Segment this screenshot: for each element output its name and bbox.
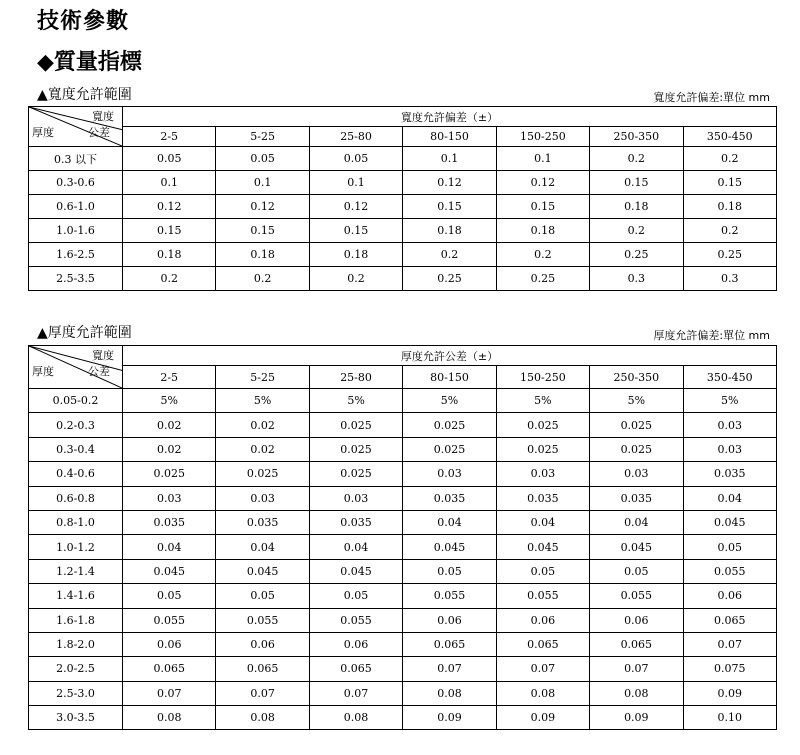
table-cell: 0.06 (309, 632, 402, 656)
table-cell: 0.04 (683, 486, 776, 510)
column-header: 80-150 (403, 127, 496, 147)
table-cell: 0.025 (403, 437, 496, 461)
table-cell: 0.06 (590, 608, 683, 632)
table-cell: 0.04 (216, 535, 309, 559)
table-row (29, 706, 777, 730)
table-cell: 0.05 (309, 147, 402, 171)
column-header: 350-450 (683, 366, 776, 389)
table-cell: 0.065 (496, 632, 589, 656)
table-cell: 0.2 (403, 243, 496, 267)
table-cell: 0.04 (590, 510, 683, 534)
table-cell: 0.06 (403, 608, 496, 632)
table-cell: 5% (496, 389, 589, 413)
table-cell: 0.08 (216, 706, 309, 730)
table-cell: 0.3 (590, 267, 683, 291)
table-cell: 0.02 (123, 413, 216, 437)
table-cell: 0.08 (496, 681, 589, 705)
table-cell: 0.065 (403, 632, 496, 656)
table-row (29, 195, 777, 219)
group-header: 厚度允許公差（±） (123, 346, 777, 366)
table-cell: 0.25 (683, 243, 776, 267)
row-label: 2.0-2.5 (29, 657, 123, 681)
table-cell: 0.035 (590, 486, 683, 510)
row-label: 2.5-3.5 (29, 267, 123, 291)
table-cell: 0.06 (683, 584, 776, 608)
table-cell: 0.09 (590, 706, 683, 730)
table-cell: 0.07 (683, 632, 776, 656)
table-corner-header (29, 346, 123, 389)
table-cell: 0.2 (683, 219, 776, 243)
table-cell: 0.2 (216, 267, 309, 291)
table-cell: 0.03 (123, 486, 216, 510)
table-cell: 0.07 (590, 657, 683, 681)
row-label: 0.3 以下 (29, 147, 123, 171)
table-cell: 0.04 (403, 510, 496, 534)
table-cell: 0.07 (309, 681, 402, 705)
table-corner-header (29, 107, 123, 147)
corner-width-label: 寬度 (92, 110, 114, 123)
table-cell: 0.1 (403, 147, 496, 171)
table-cell: 0.04 (123, 535, 216, 559)
table-cell: 0.03 (403, 462, 496, 486)
table-cell: 0.2 (309, 267, 402, 291)
table-cell: 0.05 (309, 584, 402, 608)
table-cell: 0.025 (496, 413, 589, 437)
row-label: 0.2-0.3 (29, 413, 123, 437)
table-row (29, 486, 777, 510)
table-cell: 0.08 (590, 681, 683, 705)
table-cell: 0.025 (309, 462, 402, 486)
table-cell: 0.045 (216, 559, 309, 583)
table-cell: 0.055 (590, 584, 683, 608)
column-header: 150-250 (496, 366, 589, 389)
table-cell: 0.055 (123, 608, 216, 632)
table-row (29, 657, 777, 681)
table-cell: 0.05 (216, 584, 309, 608)
table-cell: 5% (309, 389, 402, 413)
table-cell: 5% (683, 389, 776, 413)
table-cell: 0.025 (123, 462, 216, 486)
table-cell: 0.02 (123, 437, 216, 461)
table-cell: 0.1 (216, 171, 309, 195)
table-row (29, 510, 777, 534)
width-unit-note: 寬度允許偏差:單位 mm (653, 91, 770, 104)
table-cell: 0.05 (496, 559, 589, 583)
column-header: 5-25 (216, 127, 309, 147)
table-row (29, 681, 777, 705)
table-cell: 0.05 (123, 147, 216, 171)
table-cell: 0.025 (216, 462, 309, 486)
row-label: 0.6-0.8 (29, 486, 123, 510)
table-cell: 0.25 (590, 243, 683, 267)
table-cell: 0.15 (123, 219, 216, 243)
table-cell: 0.065 (590, 632, 683, 656)
table-cell: 0.07 (496, 657, 589, 681)
column-header: 150-250 (496, 127, 589, 147)
table-cell: 0.055 (683, 559, 776, 583)
table-row (29, 147, 777, 171)
table-cell: 0.15 (403, 195, 496, 219)
corner-thickness-label: 厚度 (32, 365, 54, 378)
table-cell: 0.035 (683, 462, 776, 486)
table-row (29, 559, 777, 583)
table-row (29, 437, 777, 461)
page-heading: 技術參數 (37, 9, 130, 34)
table-row (29, 608, 777, 632)
table-cell: 5% (590, 389, 683, 413)
table-cell: 0.15 (309, 219, 402, 243)
table-cell: 0.12 (216, 195, 309, 219)
table-cell: 0.04 (309, 535, 402, 559)
row-label: 1.0-1.2 (29, 535, 123, 559)
table-cell: 0.06 (496, 608, 589, 632)
table-cell: 0.065 (216, 657, 309, 681)
table-cell: 0.025 (496, 437, 589, 461)
width-section-title: ▲寬度允許範圍 (37, 87, 132, 103)
column-header: 25-80 (309, 127, 402, 147)
table-cell: 5% (216, 389, 309, 413)
table-row (29, 219, 777, 243)
table-cell: 0.045 (123, 559, 216, 583)
table-row (29, 267, 777, 291)
table-cell: 0.25 (496, 267, 589, 291)
row-label: 3.0-3.5 (29, 706, 123, 730)
column-header: 25-80 (309, 366, 402, 389)
thickness-section-title: ▲厚度允許範圍 (37, 325, 132, 341)
table-cell: 0.055 (496, 584, 589, 608)
table-cell: 0.1 (309, 171, 402, 195)
table-cell: 0.045 (496, 535, 589, 559)
table-row (29, 413, 777, 437)
table-cell: 0.05 (403, 559, 496, 583)
table-cell: 0.03 (590, 462, 683, 486)
table-cell: 0.09 (496, 706, 589, 730)
table-cell: 0.1 (496, 147, 589, 171)
table-cell: 0.045 (309, 559, 402, 583)
table-cell: 0.045 (683, 510, 776, 534)
column-header: 250-350 (590, 366, 683, 389)
table-cell: 0.2 (683, 147, 776, 171)
table-cell: 0.035 (309, 510, 402, 534)
table-cell: 0.065 (683, 608, 776, 632)
column-header-row (29, 127, 777, 147)
table-cell: 0.05 (123, 584, 216, 608)
table-cell: 0.03 (216, 486, 309, 510)
table-row (29, 462, 777, 486)
group-header: 寬度允許偏差（±） (123, 107, 777, 127)
table-row (29, 389, 777, 413)
table-cell: 0.035 (496, 486, 589, 510)
table-cell: 0.18 (123, 243, 216, 267)
table-cell: 0.07 (403, 657, 496, 681)
table-cell: 0.25 (403, 267, 496, 291)
table-cell: 0.02 (216, 437, 309, 461)
table-cell: 0.12 (496, 171, 589, 195)
row-label: 1.4-1.6 (29, 584, 123, 608)
table-row (29, 535, 777, 559)
table-cell: 0.055 (309, 608, 402, 632)
table-row (29, 171, 777, 195)
table-cell: 0.055 (216, 608, 309, 632)
thickness-unit-note: 厚度允許偏差:單位 mm (653, 329, 770, 342)
corner-tolerance-label: 公差 (88, 365, 110, 378)
row-label: 0.8-1.0 (29, 510, 123, 534)
table-cell: 0.12 (403, 171, 496, 195)
table-cell: 0.065 (309, 657, 402, 681)
row-label: 0.4-0.6 (29, 462, 123, 486)
table-cell: 0.035 (123, 510, 216, 534)
column-header: 5-25 (216, 366, 309, 389)
table-cell: 0.025 (309, 413, 402, 437)
table-cell: 0.18 (496, 219, 589, 243)
table-cell: 0.025 (590, 437, 683, 461)
column-header: 2-5 (123, 127, 216, 147)
table-cell: 0.08 (403, 681, 496, 705)
table-cell: 0.03 (309, 486, 402, 510)
table-cell: 0.03 (496, 462, 589, 486)
row-label: 1.0-1.6 (29, 219, 123, 243)
row-label: 2.5-3.0 (29, 681, 123, 705)
row-label: 0.6-1.0 (29, 195, 123, 219)
row-label: 1.8-2.0 (29, 632, 123, 656)
column-header: 80-150 (403, 366, 496, 389)
table-cell: 0.2 (590, 219, 683, 243)
table-cell: 0.18 (216, 243, 309, 267)
table-cell: 0.07 (216, 681, 309, 705)
table-cell: 0.02 (216, 413, 309, 437)
table-cell: 0.15 (683, 171, 776, 195)
table-cell: 0.2 (496, 243, 589, 267)
table-cell: 0.09 (683, 681, 776, 705)
table-cell: 0.18 (590, 195, 683, 219)
table-cell: 0.2 (590, 147, 683, 171)
table-cell: 0.05 (590, 559, 683, 583)
table-row (29, 632, 777, 656)
column-header: 250-350 (590, 127, 683, 147)
table-cell: 0.025 (403, 413, 496, 437)
table-cell: 0.05 (683, 535, 776, 559)
table-cell: 0.08 (123, 706, 216, 730)
table-cell: 0.045 (403, 535, 496, 559)
table-cell: 0.04 (496, 510, 589, 534)
table-cell: 0.15 (590, 171, 683, 195)
table-cell: 0.18 (683, 195, 776, 219)
table-cell: 0.1 (123, 171, 216, 195)
table-cell: 0.035 (216, 510, 309, 534)
column-header-row (29, 366, 777, 389)
table-cell: 0.035 (403, 486, 496, 510)
table-cell: 0.12 (123, 195, 216, 219)
table-cell: 0.025 (590, 413, 683, 437)
table-cell: 0.03 (683, 413, 776, 437)
width-tolerance-table (28, 106, 777, 291)
table-cell: 0.065 (123, 657, 216, 681)
row-label: 0.3-0.4 (29, 437, 123, 461)
corner-width-label: 寬度 (92, 349, 114, 362)
table-cell: 0.05 (216, 147, 309, 171)
row-label: 1.2-1.4 (29, 559, 123, 583)
table-cell: 0.03 (683, 437, 776, 461)
table-cell: 0.025 (309, 437, 402, 461)
corner-tolerance-label: 公差 (88, 126, 110, 139)
corner-thickness-label: 厚度 (32, 126, 54, 139)
table-row (29, 584, 777, 608)
thickness-tolerance-table (28, 345, 777, 730)
table-cell: 0.15 (496, 195, 589, 219)
column-header: 350-450 (683, 127, 776, 147)
table-cell: 0.055 (403, 584, 496, 608)
table-cell: 0.2 (123, 267, 216, 291)
table-cell: 5% (403, 389, 496, 413)
table-cell: 0.08 (309, 706, 402, 730)
table-cell: 0.07 (123, 681, 216, 705)
table-cell: 5% (123, 389, 216, 413)
column-header: 2-5 (123, 366, 216, 389)
table-cell: 0.045 (590, 535, 683, 559)
table-cell: 0.06 (123, 632, 216, 656)
table-cell: 0.18 (309, 243, 402, 267)
table-cell: 0.09 (403, 706, 496, 730)
section-heading: ◆質量指標 (37, 50, 142, 75)
table-cell: 0.10 (683, 706, 776, 730)
table-row (29, 243, 777, 267)
table-cell: 0.075 (683, 657, 776, 681)
row-label: 0.05-0.2 (29, 389, 123, 413)
table-cell: 0.18 (403, 219, 496, 243)
table-cell: 0.12 (309, 195, 402, 219)
row-label: 0.3-0.6 (29, 171, 123, 195)
row-label: 1.6-1.8 (29, 608, 123, 632)
table-cell: 0.15 (216, 219, 309, 243)
table-cell: 0.3 (683, 267, 776, 291)
table-cell: 0.06 (216, 632, 309, 656)
row-label: 1.6-2.5 (29, 243, 123, 267)
